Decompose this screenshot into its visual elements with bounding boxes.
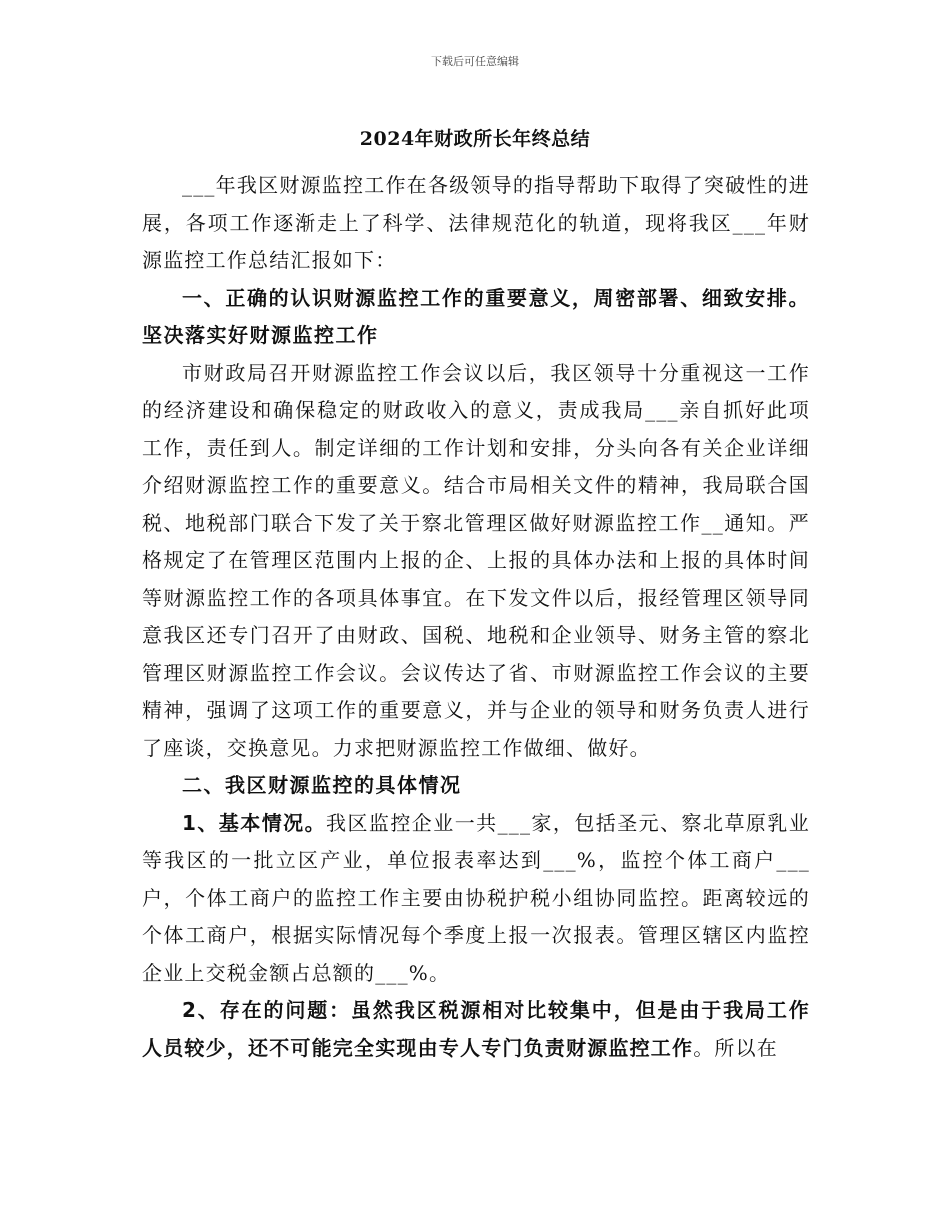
basic-situation-body: 我区监控企业一共___家，包括圣元、察北草原乳业等我区的一批立区产业，单位报表率达到___%，监控个体工商户___户，个体工商户的监控工作主要由协税护税小组协同监控。距离较远的个体工商户，根据实际情况每个季度上报一次报表。管理区辖区内监控企业上交税金额占总额的___%。 (142, 810, 810, 985)
section-heading-1: 一、正确的认识财源监控工作的重要意义，周密部署、细致安排。坚决落实好财源监控工作 (142, 285, 810, 347)
document-title: 2024年财政所长年终总结 (359, 128, 591, 150)
paragraph-problems (142, 992, 810, 1067)
basic-situation-lead: 1、基本情况。 (182, 810, 327, 835)
problems-lead: 2、存在的问题：虽然我区税源相对比较集中，但是由于我局工作人员较少，还不可能完全实现由专人专门负责财源监控工作 (142, 998, 810, 1060)
problems-body: 。所以在 (693, 1035, 779, 1060)
document-body (142, 167, 810, 1067)
paragraph-intro: ___年我区财源监控工作在各级领导的指导帮助下取得了突破性的进展，各项工作逐渐走上了科学、法律规范化的轨道，现将我区___年财源监控工作总结汇报如下： (142, 173, 810, 272)
section-heading-2: 二、我区财源监控的具体情况 (182, 773, 462, 797)
paragraph-basic-situation (142, 805, 810, 993)
paragraph-section-1: 市财政局召开财源监控工作会议以后，我区领导十分重视这一工作的经济建设和确保稳定的财政收入的意义，责成我局___亲自抓好此项工作，责任到人。制定详细的工作计划和安排，分头向各有关企业详细介绍财源监控工作的重要意义。结合市局相关文件的精神，我局联合国税、地税部门联合下发了关于察北管理区做好财源监控工作__通知。严格规定了在管理区范围内上报的企、上报的具体办法和上报的具体时间等财源监控工作的各项具体事宜。在下发文件以后，报经管理区领导同意我区还专门召开了由财政、国税、地税和企业领导、财务主管的察北管理区财源监控工作会议。会议传达了省、市财源监控工作会议的主要精神，强调了这项工作的重要意义，并与企业的领导和财务负责人进行了座谈，交换意见。力求把财源监控工作做细、做好。 (142, 360, 810, 760)
header-note: 下载后可任意编辑 (431, 55, 519, 68)
